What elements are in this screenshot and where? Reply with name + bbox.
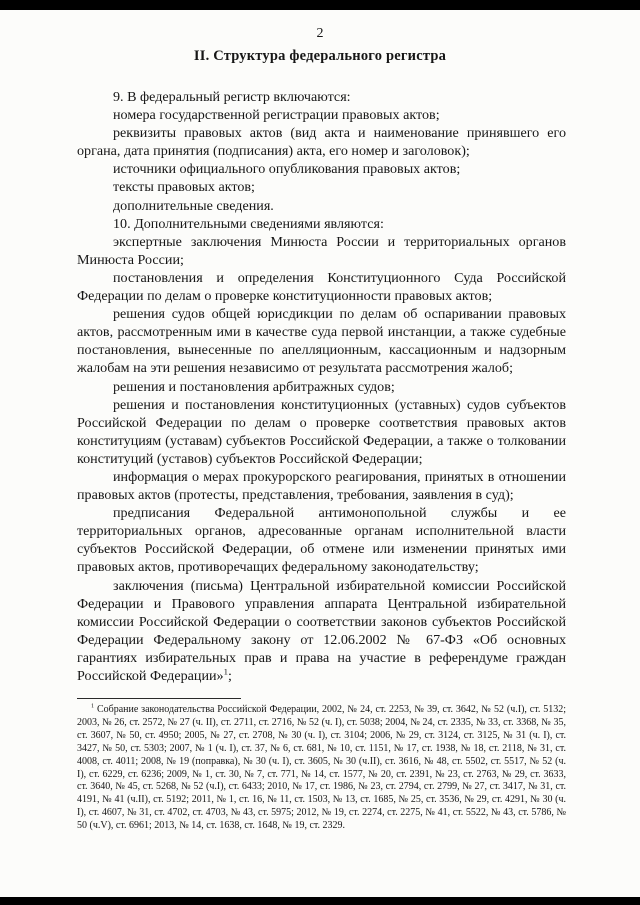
paragraph: номера государственной регистрации правовых актов; [113,107,440,124]
paragraph: постановления и определения Конституционного Суда Российской Федерации по делам о проверке конституционности правовых актов; [77,269,566,305]
paragraph [77,577,566,686]
section-heading: II. Структура федерального регистра [193,48,447,64]
footnote-text [77,704,566,833]
paragraph: реквизиты правовых актов (вид акта и наименование принявшего его органа, дата принятия (подписания) акта, его номер и заголовок); [77,125,566,160]
footnote-marker: 1 [91,702,95,710]
page-number: 2 [316,26,324,41]
paragraph: 9. В федеральный регистр включаются: [113,89,351,105]
paragraph-text: заключения (письма) Центральной избирательной комиссии Российской Федерации и Правового управления аппарата Центральной избирательной комиссии Российской Федерации о соответствии законов субъектов Российской Федерации Федеральному закону от 12.06.2002 № 67-ФЗ «Об основных гарантиях избирательных прав и права на участие в референдуме граждан Российской Федерации» [77,577,566,684]
paragraph: решения и постановления конституционных (уставных) судов субъектов Российской Федерации по делам о проверке соответствия правовых актов конституциям (уставам) субъектов Российской Федерации, а также о толковании конституций (уставов) субъектов Российской Федерации; [77,396,566,467]
paragraph: предписания Федеральной антимонопольной службы и ее территориальных органов, адресованные органам исполнительной власти субъектов Российской Федерации, об отмене или изменении принятых ими правовых актов, противоречащих федеральному законодательству; [77,505,566,576]
footnote-ref: 1 [223,666,228,677]
document-body [77,88,566,685]
paragraph: источники официального опубликования правовых актов; [113,161,461,178]
scan-artifact-top-bar [0,0,640,10]
scan-artifact-bottom-bar [0,897,640,905]
paragraph: тексты правовых актов; [113,179,255,196]
paragraph-text: ; [227,668,232,684]
paragraph: решения судов общей юрисдикции по делам об оспаривании правовых актов, рассмотренным ими в качестве суда первой инстанции, а также судебные постановления, вынесенные по апелляционным, кассационным и надзорным жалобам на эти решения независимо от результата рассмотрения жалоб; [77,306,566,377]
paragraph: 10. Дополнительными сведениями являются: [113,215,384,232]
footnote-body-text: Собрание законодательства Российской Федерации, 2002, № 24, ст. 2253, № 39, ст. 3642, № 52 (ч.I), ст. 5132; 2003, № 26, ст. 2572, № 27 (ч. II), ст. 2711, ст. 2716, № 52 (ч. I), ст. 5038; 2004, № 24, ст. 2335, № 33, ст. 3368, № 35, ст. 3607, № 50, ст. 4950; 2005, № 27, ст. 2708, № 30 (ч. I), ст. 3104; 2006, № 29, ст. 3124, ст. 3125, № 31 (ч. I), ст. 3427, № 50, ст. 5303; 2007, № 1 (ч. I), ст. 37, № 6, ст. 681, № 10, ст. 1151, № 17, ст. 1938, № 18, ст. 2118, № 31, ст. 4008, ст. 4011; 2008, № 19 (поправка), № 30 (ч. I), ст. 3605, № 30 (ч.II), ст. 3616, № 48, ст. 5502, ст. 5517, № 52 (ч. I), ст. 6229, ст. 6236; 2009, № 1, ст. 30, № 7, ст. 771, № 14, ст. 1577, № 20, ст. 2391, № 23, ст. 2763, № 29, ст. 3633, ст. 3640, № 45, ст. 5268, № 52 (ч.I), ст. 6433; 2010, № 17, ст. 1986, № 23, ст. 2794, ст. 2799, № 27, ст. 3417, № 31, ст. 4191, № 41 (ч.II), ст. 5192; 2011, № 1, ст. 16, № 11, ст. 1503, № 13, ст. 1685, № 25, ст. 3536, № 29, ст. 4291, № 30 (ч. I), ст. 4607, № 31, ст. 4702, ст. 4703, № 43, ст. 5975; 2012, № 19, ст. 2274, ст. 2275, № 41, ст. 5522, № 43, ст. 5786, № 50 (ч.V), ст. 6961; 2013, № 14, ст. 1638, ст. 1648, № 19, ст. 2329. [77,704,566,832]
footnote [77,698,566,833]
paragraph: информация о мерах прокурорского реагирования, принятых в отношении правовых актов (протесты, представления, требования, заявления в суд); [77,468,566,504]
footnote-separator [77,698,241,699]
paragraph: экспертные заключения Минюста России и территориальных органов Минюста России; [77,233,566,268]
paragraph: дополнительные сведения. [113,197,274,214]
paragraph: решения и постановления арбитражных судов; [113,378,395,395]
